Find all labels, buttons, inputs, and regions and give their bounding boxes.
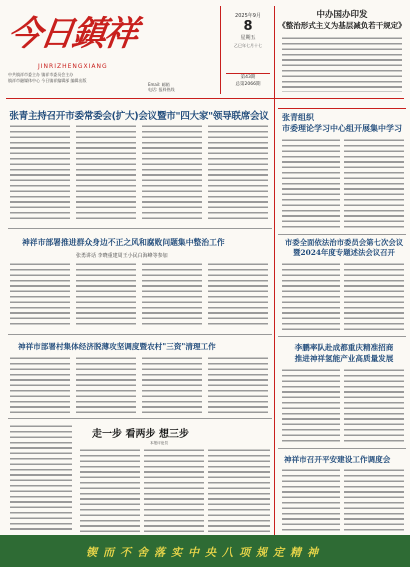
- right-article1-col2: [344, 138, 404, 230]
- right-top-subtitle: 《整治形式主义为基层减负若干规定》: [278, 21, 406, 30]
- masthead-meta-line: 中共镇祥市委主办 镇祥市委员会主办: [8, 72, 74, 77]
- date-box: [226, 12, 270, 49]
- newspaper-logo: 今日鎮祥: [5, 14, 139, 54]
- date-year: 2025年9月: [235, 13, 261, 19]
- article2-col2: [76, 262, 136, 328]
- section-rule: [8, 334, 272, 335]
- section-rule: [8, 418, 272, 419]
- date-weekday: 星期五: [240, 35, 256, 41]
- right-article-headline: [282, 238, 406, 258]
- lead-body-col1: [10, 124, 70, 222]
- right-article-headline: [282, 112, 402, 134]
- right-top-headline: [278, 10, 406, 31]
- lead-body-col3: [142, 124, 202, 222]
- footer-slogan: 锲而不舍落实中央八项规定精神: [86, 546, 324, 559]
- contact-line: 电话: 报料热线: [148, 87, 175, 92]
- right-rule: [278, 336, 406, 337]
- issue-box: [226, 73, 270, 88]
- right-article3-col1: [282, 368, 340, 444]
- article3-col2: [76, 356, 136, 414]
- masthead-contact: [148, 82, 208, 92]
- article2-col4: [208, 262, 268, 328]
- lead-body-col4: [208, 124, 268, 222]
- article2-col1: [10, 262, 70, 328]
- right-article-headline: [282, 342, 406, 364]
- right-article-headline: 神祥市召开平安建设工作调度会: [284, 455, 391, 464]
- date-lunar: 乙巳年七月十七: [234, 43, 262, 48]
- headline-line: 暨2024年度专题述法会议召开: [293, 248, 395, 257]
- headline-line: 市委理论学习中心组开展集中学习: [282, 123, 402, 133]
- editorial-col1: [80, 448, 140, 532]
- article-headline: 神祥市部署推进群众身边不正之风和腐败问题集中整治工作: [22, 238, 225, 247]
- right-article1-col1: [282, 138, 340, 230]
- column-divider: [274, 6, 275, 536]
- right-article4-col1: [282, 468, 340, 532]
- editorial-col3: [208, 448, 270, 532]
- editorial-sidebar: [10, 424, 72, 532]
- right-rule: [278, 448, 406, 449]
- logo-pinyin: JINRIZHENGXIANG: [38, 63, 108, 70]
- article-subheadline: 张勇讲话 李晓重建周王小民白海峰等参加: [76, 253, 168, 259]
- section-rule: [8, 228, 272, 229]
- headline-line: 市委全面依法治市委员会第七次会议: [284, 238, 404, 247]
- masthead-meta-line: 镇祥市融媒体中心 今日镇祥编辑部 编辑出版: [8, 78, 87, 83]
- article-headline: 神祥市部署村集体经济脱薄攻坚调度暨农村"三资"清理工作: [18, 342, 216, 351]
- headline-line: 张青组织: [282, 112, 314, 122]
- editorial-headline: 走一步 看两步 想三步: [92, 429, 189, 440]
- contact-line: Email: 邮箱: [148, 82, 170, 87]
- right-article3-col2: [344, 368, 404, 444]
- article3-col3: [142, 356, 202, 414]
- lead-body-col2: [76, 124, 136, 222]
- issue-total: 总第2066期: [235, 82, 261, 87]
- masthead-rule: [6, 98, 404, 99]
- article3-col4: [208, 356, 268, 414]
- issue-number: 第43期: [240, 75, 256, 80]
- date-day: 8: [243, 19, 253, 34]
- lead-headline: 张青主持召开市委常委会(扩大)会议暨市"四大家"领导联席会议: [9, 111, 269, 122]
- right-top-title: 中办国办印发: [316, 10, 368, 20]
- editorial-col2: [144, 448, 204, 532]
- headline-line: 李鹏率队赴成都重庆精准招商: [294, 343, 394, 352]
- editorial-byline: 本报评论员: [150, 441, 168, 445]
- masthead-divider: [220, 6, 221, 94]
- headline-line: 推进神祥氢能产业高质量发展: [294, 354, 394, 363]
- masthead-meta: [8, 72, 168, 84]
- right-rule: [278, 234, 406, 235]
- article2-col3: [142, 262, 202, 328]
- right-rule: [278, 108, 406, 109]
- right-article2-col2: [344, 262, 404, 332]
- right-article4-col2: [344, 468, 404, 532]
- right-article2-col1: [282, 262, 340, 332]
- right-top-body: [282, 36, 402, 92]
- article3-col1: [10, 356, 70, 414]
